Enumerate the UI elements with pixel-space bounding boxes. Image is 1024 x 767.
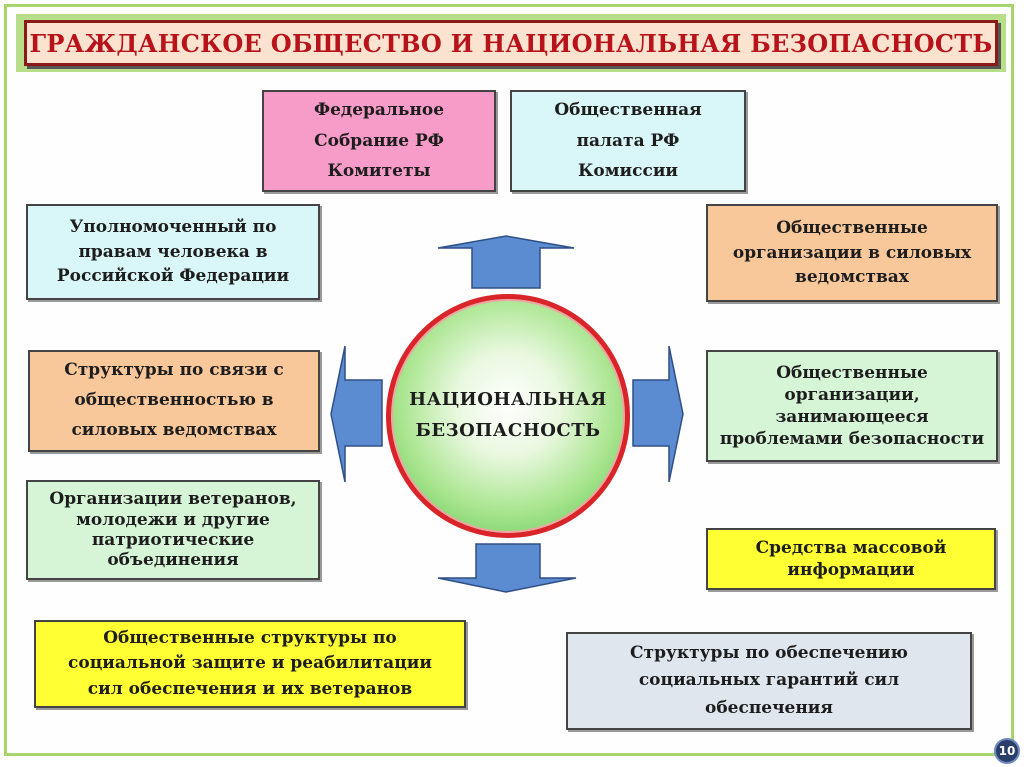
box-line: обеспечения: [705, 697, 833, 718]
box-line: Общественные: [776, 218, 928, 239]
box-mass-media: [706, 528, 996, 590]
box-federal-assembly: [262, 90, 496, 192]
center-label-line: БЕЗОПАСНОСТЬ: [415, 420, 601, 441]
box-pr-structures: [28, 350, 320, 452]
arrow-up: [438, 236, 574, 288]
arrow-down: [438, 544, 576, 592]
box-ombudsman: [26, 204, 320, 300]
box-line: Собрание РФ: [314, 130, 444, 151]
box-line: Общественная: [554, 100, 702, 121]
box-veterans-youth: [26, 480, 320, 580]
box-line: палата РФ: [576, 130, 680, 151]
box-line: Российской Федерации: [56, 266, 290, 287]
box-line: ведомствах: [795, 267, 909, 288]
box-line: занимающееся: [775, 407, 929, 427]
center-label-line: НАЦИОНАЛЬНАЯ: [409, 389, 607, 411]
box-line: объединения: [107, 550, 239, 571]
box-line: Структуры по обеспечению: [630, 643, 908, 664]
box-public-chamber: [510, 90, 746, 192]
box-line: силовых ведомствах: [71, 419, 277, 440]
box-line: социальных гарантий сил: [638, 670, 900, 691]
box-line: Комиссии: [577, 161, 679, 182]
box-line: молодежи и другие: [76, 509, 270, 530]
box-line: Комитеты: [327, 161, 431, 182]
box-line: сил обеспечения и их ветеранов: [87, 678, 413, 699]
box-line: информации: [787, 560, 915, 580]
box-social-guarantees: [566, 632, 972, 730]
box-line: Общественные: [776, 362, 928, 383]
box-orgs-security: [706, 350, 998, 462]
slide-title: ГРАЖДАНСКОЕ ОБЩЕСТВО И НАЦИОНАЛЬНАЯ БЕЗОПАСНОСТЬ: [29, 28, 993, 58]
box-line: организации в силовых: [732, 242, 972, 263]
box-line: общественностью в: [74, 390, 274, 411]
page-number-badge: 10: [994, 738, 1020, 764]
box-line: патриотические: [91, 530, 255, 550]
box-orgs-power-agencies: [706, 204, 998, 302]
box-social-protection: [34, 620, 466, 708]
box-line: Средства массовой: [755, 537, 947, 558]
box-line: правам человека в: [78, 241, 268, 262]
box-line: Уполномоченный по: [69, 217, 277, 238]
arrow-right: [633, 346, 683, 482]
box-line: Организации ветеранов,: [49, 489, 297, 510]
box-line: социальной защите и реабилитации: [68, 653, 432, 674]
box-line: Структуры по связи с: [64, 360, 284, 381]
arrow-left: [331, 346, 382, 482]
box-line: проблемами безопасности: [719, 429, 985, 450]
box-line: Федеральное: [313, 100, 445, 121]
box-line: Общественные структуры по: [103, 627, 397, 648]
box-line: организации,: [784, 384, 920, 405]
center-circle: [386, 294, 630, 538]
